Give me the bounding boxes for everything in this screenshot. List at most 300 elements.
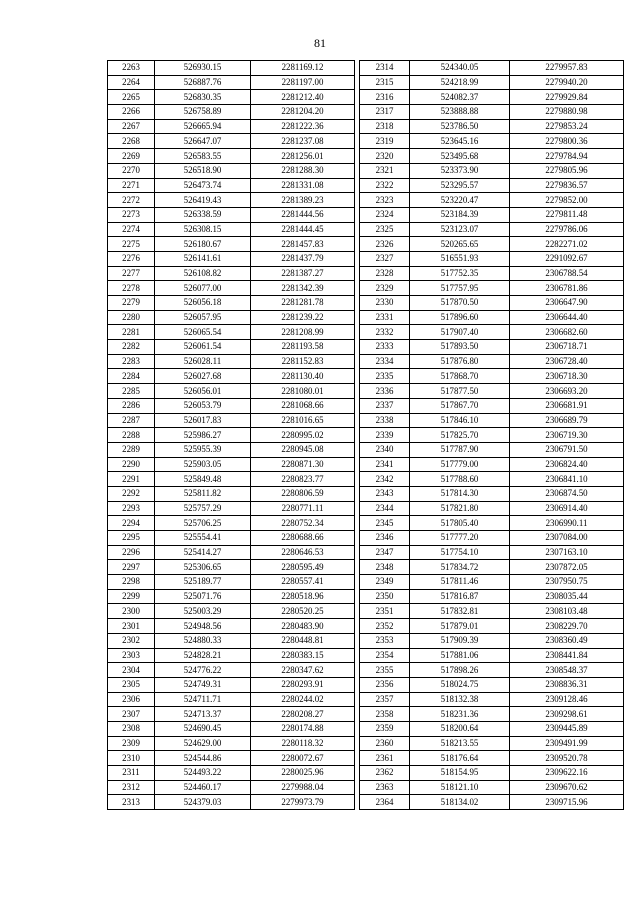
point-number-cell: 2320 [360,149,410,164]
point-number-cell: 2267 [108,119,155,134]
table-row [360,413,624,428]
point-number-cell: 2296 [108,545,155,560]
y-coordinate-cell: 2281016.65 [251,413,355,428]
y-coordinate-cell: 2280520.25 [251,604,355,619]
point-number-cell: 2322 [360,178,410,193]
x-coordinate-cell: 517754.10 [410,545,510,560]
table-row [108,310,355,325]
table-row [108,442,355,457]
y-coordinate-cell: 2308103.48 [510,604,624,619]
x-coordinate-cell: 517811.46 [410,575,510,590]
y-coordinate-cell: 2279880.98 [510,105,624,120]
table-row [360,369,624,384]
table-row [108,237,355,252]
point-number-cell: 2273 [108,207,155,222]
point-number-cell: 2359 [360,721,410,736]
table-row [108,369,355,384]
y-coordinate-cell: 2306914.40 [510,501,624,516]
point-number-cell: 2356 [360,677,410,692]
x-coordinate-cell: 524218.99 [410,75,510,90]
x-coordinate-cell: 526065.54 [155,325,251,340]
point-number-cell: 2361 [360,751,410,766]
y-coordinate-cell: 2306689.79 [510,413,624,428]
y-coordinate-cell: 2308548.37 [510,663,624,678]
x-coordinate-cell: 518213.55 [410,736,510,751]
y-coordinate-cell: 2279805.96 [510,163,624,178]
point-number-cell: 2300 [108,604,155,619]
y-coordinate-cell: 2306841.10 [510,472,624,487]
table-row [108,736,355,751]
table-row [108,575,355,590]
y-coordinate-cell: 2280995.02 [251,428,355,443]
point-number-cell: 2277 [108,266,155,281]
table-row [360,663,624,678]
point-number-cell: 2284 [108,369,155,384]
table-row [360,354,624,369]
point-number-cell: 2336 [360,384,410,399]
point-number-cell: 2313 [108,795,155,810]
x-coordinate-cell: 518200.64 [410,721,510,736]
table-row [360,398,624,413]
point-number-cell: 2288 [108,428,155,443]
x-coordinate-cell: 523645.16 [410,134,510,149]
y-coordinate-cell: 2281197.00 [251,75,355,90]
table-row [108,501,355,516]
table-row [360,251,624,266]
table-row [360,575,624,590]
table-row [108,178,355,193]
x-coordinate-cell: 517821.80 [410,501,510,516]
y-coordinate-cell: 2280208.27 [251,707,355,722]
table-row [360,472,624,487]
x-coordinate-cell: 517893.50 [410,340,510,355]
point-number-cell: 2315 [360,75,410,90]
table-row [360,516,624,531]
point-number-cell: 2319 [360,134,410,149]
coordinates-table-left [107,60,355,810]
point-number-cell: 2321 [360,163,410,178]
y-coordinate-cell: 2281239.22 [251,310,355,325]
table-row [108,163,355,178]
x-coordinate-cell: 525986.27 [155,428,251,443]
table-row [360,237,624,252]
table-row [360,119,624,134]
point-number-cell: 2357 [360,692,410,707]
y-coordinate-cell: 2281237.08 [251,134,355,149]
x-coordinate-cell: 517881.06 [410,648,510,663]
table-row [108,296,355,311]
x-coordinate-cell: 517876.80 [410,354,510,369]
point-number-cell: 2338 [360,413,410,428]
point-number-cell: 2330 [360,296,410,311]
point-number-cell: 2269 [108,149,155,164]
x-coordinate-cell: 526338.59 [155,207,251,222]
point-number-cell: 2279 [108,296,155,311]
y-coordinate-cell: 2281130.40 [251,369,355,384]
point-number-cell: 2332 [360,325,410,340]
table-row [108,325,355,340]
point-number-cell: 2326 [360,237,410,252]
table-row [360,780,624,795]
y-coordinate-cell: 2309491.99 [510,736,624,751]
point-number-cell: 2333 [360,340,410,355]
table-row [108,457,355,472]
table-row [360,531,624,546]
point-number-cell: 2278 [108,281,155,296]
y-coordinate-cell: 2307084.00 [510,531,624,546]
table-row [360,178,624,193]
x-coordinate-cell: 526887.76 [155,75,251,90]
x-coordinate-cell: 525903.05 [155,457,251,472]
x-coordinate-cell: 517909.39 [410,633,510,648]
point-number-cell: 2299 [108,589,155,604]
table-row [108,677,355,692]
point-number-cell: 2306 [108,692,155,707]
x-coordinate-cell: 517867.70 [410,398,510,413]
point-number-cell: 2329 [360,281,410,296]
x-coordinate-cell: 526830.35 [155,90,251,105]
table-row [360,149,624,164]
y-coordinate-cell: 2280448.81 [251,633,355,648]
x-coordinate-cell: 517877.50 [410,384,510,399]
table-row [360,633,624,648]
y-coordinate-cell: 2281444.56 [251,207,355,222]
point-number-cell: 2342 [360,472,410,487]
point-number-cell: 2348 [360,560,410,575]
table-row [108,105,355,120]
y-coordinate-cell: 2280025.96 [251,766,355,781]
x-coordinate-cell: 526053.79 [155,398,251,413]
x-coordinate-cell: 523295.57 [410,178,510,193]
table-row [108,207,355,222]
table-row [108,692,355,707]
y-coordinate-cell: 2280383.15 [251,648,355,663]
x-coordinate-cell: 518176.64 [410,751,510,766]
y-coordinate-cell: 2306990.11 [510,516,624,531]
x-coordinate-cell: 526027.68 [155,369,251,384]
table-row [360,266,624,281]
x-coordinate-cell: 523373.90 [410,163,510,178]
x-coordinate-cell: 524629.00 [155,736,251,751]
point-number-cell: 2291 [108,472,155,487]
point-number-cell: 2293 [108,501,155,516]
x-coordinate-cell: 524828.21 [155,648,251,663]
y-coordinate-cell: 2279784.94 [510,149,624,164]
y-coordinate-cell: 2307872.05 [510,560,624,575]
x-coordinate-cell: 517757.95 [410,281,510,296]
y-coordinate-cell: 2281204.20 [251,105,355,120]
point-number-cell: 2290 [108,457,155,472]
y-coordinate-cell: 2306718.71 [510,340,624,355]
point-number-cell: 2360 [360,736,410,751]
y-coordinate-cell: 2309128.46 [510,692,624,707]
x-coordinate-cell: 517816.87 [410,589,510,604]
y-coordinate-cell: 2308836.31 [510,677,624,692]
table-row [108,384,355,399]
point-number-cell: 2328 [360,266,410,281]
table-row [360,707,624,722]
point-number-cell: 2305 [108,677,155,692]
point-number-cell: 2308 [108,721,155,736]
point-number-cell: 2270 [108,163,155,178]
point-number-cell: 2285 [108,384,155,399]
x-coordinate-cell: 526056.01 [155,384,251,399]
table-row [360,648,624,663]
x-coordinate-cell: 526028.11 [155,354,251,369]
table-row [108,604,355,619]
y-coordinate-cell: 2279940.20 [510,75,624,90]
point-number-cell: 2265 [108,90,155,105]
y-coordinate-cell: 2279800.36 [510,134,624,149]
table-row [108,149,355,164]
x-coordinate-cell: 523220.47 [410,193,510,208]
x-coordinate-cell: 524340.05 [410,61,510,76]
y-coordinate-cell: 2280871.30 [251,457,355,472]
y-coordinate-cell: 2306781.86 [510,281,624,296]
point-number-cell: 2344 [360,501,410,516]
y-coordinate-cell: 2309520.78 [510,751,624,766]
x-coordinate-cell: 524690.45 [155,721,251,736]
x-coordinate-cell: 525706.25 [155,516,251,531]
x-coordinate-cell: 517787.90 [410,442,510,457]
y-coordinate-cell: 2307163.10 [510,545,624,560]
y-coordinate-cell: 2281193.58 [251,340,355,355]
y-coordinate-cell: 2280595.49 [251,560,355,575]
y-coordinate-cell: 2280293.91 [251,677,355,692]
x-coordinate-cell: 524713.37 [155,707,251,722]
table-row [108,560,355,575]
x-coordinate-cell: 520265.65 [410,237,510,252]
table-row [108,780,355,795]
y-coordinate-cell: 2281080.01 [251,384,355,399]
point-number-cell: 2282 [108,340,155,355]
table-row [108,721,355,736]
table-row [108,589,355,604]
y-coordinate-cell: 2280752.34 [251,516,355,531]
point-number-cell: 2295 [108,531,155,546]
point-number-cell: 2292 [108,486,155,501]
x-coordinate-cell: 526141.61 [155,251,251,266]
table-row [360,545,624,560]
x-coordinate-cell: 525071.76 [155,589,251,604]
point-number-cell: 2297 [108,560,155,575]
table-row [108,222,355,237]
point-number-cell: 2263 [108,61,155,76]
y-coordinate-cell: 2281068.66 [251,398,355,413]
point-number-cell: 2325 [360,222,410,237]
x-coordinate-cell: 523184.39 [410,207,510,222]
y-coordinate-cell: 2308360.49 [510,633,624,648]
x-coordinate-cell: 526518.90 [155,163,251,178]
point-number-cell: 2318 [360,119,410,134]
x-coordinate-cell: 517814.30 [410,486,510,501]
table-row [108,751,355,766]
table-row [360,384,624,399]
table-row [108,545,355,560]
y-coordinate-cell: 2309622.16 [510,766,624,781]
table-row [360,310,624,325]
x-coordinate-cell: 517834.72 [410,560,510,575]
table-row [108,251,355,266]
table-row [108,795,355,810]
x-coordinate-cell: 517805.40 [410,516,510,531]
table-row [360,442,624,457]
y-coordinate-cell: 2280688.66 [251,531,355,546]
point-number-cell: 2289 [108,442,155,457]
point-number-cell: 2304 [108,663,155,678]
table-row [360,457,624,472]
y-coordinate-cell: 2280072.67 [251,751,355,766]
table-row [108,531,355,546]
point-number-cell: 2268 [108,134,155,149]
point-number-cell: 2276 [108,251,155,266]
table-row [360,325,624,340]
x-coordinate-cell: 518132.38 [410,692,510,707]
point-number-cell: 2283 [108,354,155,369]
x-coordinate-cell: 523888.88 [410,105,510,120]
y-coordinate-cell: 2280771.11 [251,501,355,516]
table-row [360,193,624,208]
table-row [360,692,624,707]
y-coordinate-cell: 2281256.01 [251,149,355,164]
x-coordinate-cell: 524711.71 [155,692,251,707]
table-row [360,340,624,355]
point-number-cell: 2350 [360,589,410,604]
y-coordinate-cell: 2306791.50 [510,442,624,457]
point-number-cell: 2355 [360,663,410,678]
x-coordinate-cell: 518231.36 [410,707,510,722]
x-coordinate-cell: 523123.07 [410,222,510,237]
y-coordinate-cell: 2280347.62 [251,663,355,678]
y-coordinate-cell: 2309298.61 [510,707,624,722]
point-number-cell: 2352 [360,619,410,634]
table-row [360,296,624,311]
point-number-cell: 2362 [360,766,410,781]
table-row [108,707,355,722]
x-coordinate-cell: 517788.60 [410,472,510,487]
table-row [108,354,355,369]
table-row [108,516,355,531]
y-coordinate-cell: 2309715.96 [510,795,624,810]
point-number-cell: 2309 [108,736,155,751]
y-coordinate-cell: 2279786.06 [510,222,624,237]
x-coordinate-cell: 517896.60 [410,310,510,325]
y-coordinate-cell: 2306693.20 [510,384,624,399]
y-coordinate-cell: 2281387.27 [251,266,355,281]
y-coordinate-cell: 2281281.78 [251,296,355,311]
x-coordinate-cell: 517825.70 [410,428,510,443]
x-coordinate-cell: 525414.27 [155,545,251,560]
y-coordinate-cell: 2279957.83 [510,61,624,76]
x-coordinate-cell: 526056.18 [155,296,251,311]
y-coordinate-cell: 2282271.02 [510,237,624,252]
y-coordinate-cell: 2280244.02 [251,692,355,707]
point-number-cell: 2310 [108,751,155,766]
table-row [360,281,624,296]
table-row [360,766,624,781]
point-number-cell: 2327 [360,251,410,266]
table-row [108,90,355,105]
x-coordinate-cell: 525955.39 [155,442,251,457]
point-number-cell: 2364 [360,795,410,810]
x-coordinate-cell: 526108.82 [155,266,251,281]
x-coordinate-cell: 525811.82 [155,486,251,501]
point-number-cell: 2314 [360,61,410,76]
x-coordinate-cell: 517777.20 [410,531,510,546]
x-coordinate-cell: 526583.55 [155,149,251,164]
table-row [360,75,624,90]
y-coordinate-cell: 2280945.08 [251,442,355,457]
y-coordinate-cell: 2279853.24 [510,119,624,134]
table-row [108,281,355,296]
table-row [108,413,355,428]
x-coordinate-cell: 526017.83 [155,413,251,428]
x-coordinate-cell: 525306.65 [155,560,251,575]
point-number-cell: 2264 [108,75,155,90]
point-number-cell: 2287 [108,413,155,428]
table-row [360,619,624,634]
table-row [360,61,624,76]
point-number-cell: 2347 [360,545,410,560]
table-row [360,721,624,736]
y-coordinate-cell: 2279929.84 [510,90,624,105]
x-coordinate-cell: 526473.74 [155,178,251,193]
point-number-cell: 2307 [108,707,155,722]
table-row [108,648,355,663]
point-number-cell: 2298 [108,575,155,590]
y-coordinate-cell: 2281342.39 [251,281,355,296]
x-coordinate-cell: 517832.81 [410,604,510,619]
x-coordinate-cell: 524749.31 [155,677,251,692]
point-number-cell: 2271 [108,178,155,193]
y-coordinate-cell: 2281444.45 [251,222,355,237]
y-coordinate-cell: 2281222.36 [251,119,355,134]
point-number-cell: 2311 [108,766,155,781]
x-coordinate-cell: 524948.56 [155,619,251,634]
table-row [108,766,355,781]
point-number-cell: 2280 [108,310,155,325]
x-coordinate-cell: 518154.95 [410,766,510,781]
y-coordinate-cell: 2308229.70 [510,619,624,634]
y-coordinate-cell: 2280174.88 [251,721,355,736]
y-coordinate-cell: 2306682.60 [510,325,624,340]
x-coordinate-cell: 526308.15 [155,222,251,237]
table-row [108,398,355,413]
x-coordinate-cell: 523495.68 [410,149,510,164]
point-number-cell: 2317 [360,105,410,120]
x-coordinate-cell: 526647.07 [155,134,251,149]
point-number-cell: 2302 [108,633,155,648]
x-coordinate-cell: 517907.40 [410,325,510,340]
table-row [360,589,624,604]
point-number-cell: 2281 [108,325,155,340]
x-coordinate-cell: 518121.10 [410,780,510,795]
coordinates-table-right [359,60,624,810]
x-coordinate-cell: 524776.22 [155,663,251,678]
point-number-cell: 2337 [360,398,410,413]
point-number-cell: 2345 [360,516,410,531]
x-coordinate-cell: 526077.00 [155,281,251,296]
x-coordinate-cell: 526061.54 [155,340,251,355]
x-coordinate-cell: 525757.29 [155,501,251,516]
table-row [360,795,624,810]
table-row [108,340,355,355]
point-number-cell: 2354 [360,648,410,663]
table-row [108,61,355,76]
y-coordinate-cell: 2306874.50 [510,486,624,501]
table-row [360,90,624,105]
table-row [360,428,624,443]
